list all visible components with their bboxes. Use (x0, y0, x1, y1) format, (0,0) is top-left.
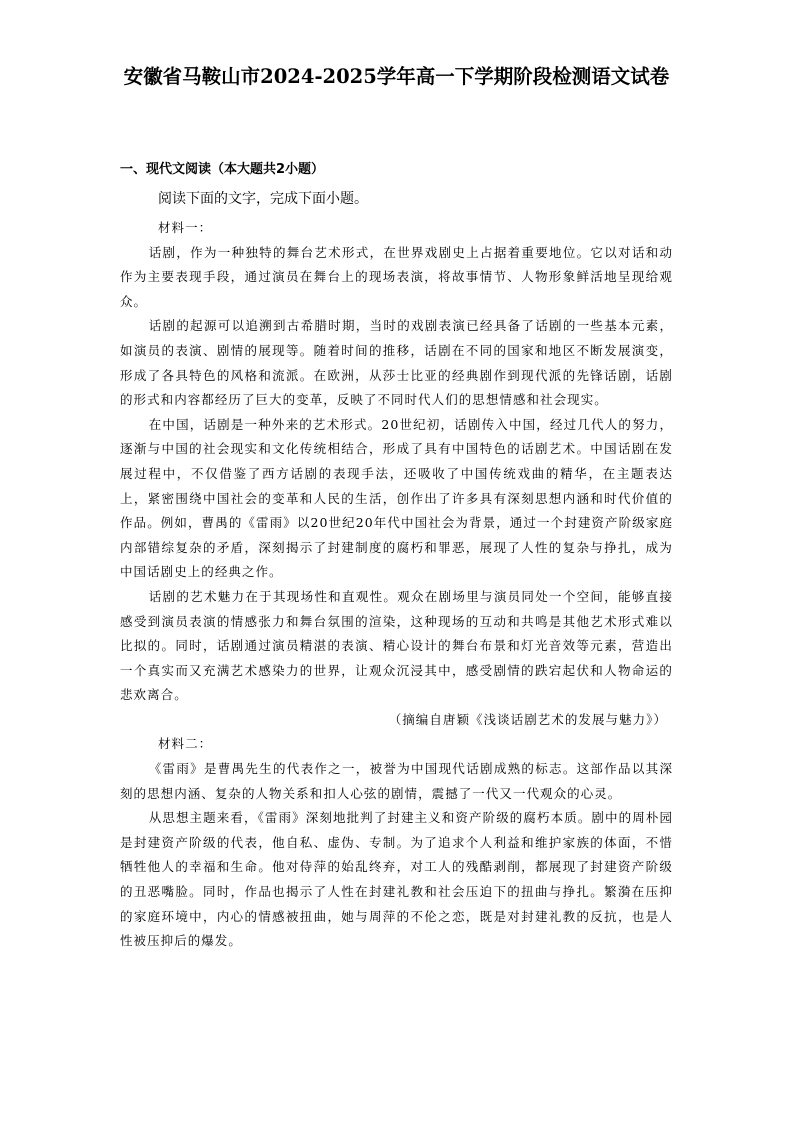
material-one-paragraph: 在中国，话剧是一种外来的艺术形式。20世纪初，话剧传入中国，经过几代人的努力，逐渐与中国的社会现实和文化传统相结合，形成了具有中国特色的话剧艺术。中国话剧在发展过程中，不仅借鉴了西方话剧的表现手法，还吸收了中国传统戏曲的精华，在主题表达上，紧密围绕中国社会的变革和人民的生活，创作出了许多具有深刻思想内涵和时代价值的作品。例如，曹禺的《雷雨》以20世纪20年代中国社会为背景，通过一个封建资产阶级家庭内部错综复杂的矛盾，深刻揭示了封建制度的腐朽和罪恶，展现了人性的复杂与挣扎，成为中国话剧史上的经典之作。 (120, 416, 673, 580)
page-title: 安徽省马鞍山市2024-2025学年高一下学期阶段检测语文试卷 (123, 65, 670, 88)
material-one-label: 材料一： (158, 220, 213, 235)
material-one-source: （摘编自唐颖《浅谈话剧艺术的发展与魅力》） (388, 711, 667, 727)
material-one-paragraph: 话剧的起源可以追溯到古希腊时期，当时的戏剧表演已经具备了话剧的一些基本元素，如演员的表演、剧情的展现等。随着时间的推移，话剧在不同的国家和地区不断发展演变，形成了各具特色的风格和流派。在欧洲，从莎士比亚的经典剧作到现代派的先锋话剧，话剧的形式和内容都经历了巨大的变革，反映了不同时代人们的思想情感和社会现实。 (120, 318, 673, 408)
section-heading: 一、现代文阅读（本大题共2小题） (120, 162, 325, 177)
material-two-paragraph: 从思想主题来看，《雷雨》深刻地批判了封建主义和资产阶级的腐朽本质。剧中的周朴园是封建资产阶级的代表，他自私、虚伪、专制。为了追求个人利益和维护家族的体面，不惜牺牲他人的幸福和生命。他对侍萍的始乱终弃，对工人的残酷剥削，都展现了封建资产阶级的丑恶嘴脸。同时，作品也揭示了人性在封建礼教和社会压迫下的扭曲与挣扎。繁漪在压抑的家庭环境中，内心的情感被扭曲，她与周萍的不伦之恋，既是对封建礼教的反抗，也是人性被压抑后的爆发。 (120, 810, 673, 949)
material-one-paragraph: 话剧，作为一种独特的舞台艺术形式，在世界戏剧史上占据着重要地位。它以对话和动作为主要表现手段，通过演员在舞台上的现场表演，将故事情节、人物形象鲜活地呈现给观众。 (120, 244, 673, 309)
material-two-label: 材料二： (158, 736, 213, 752)
reading-instruction: 阅读下面的文字，完成下面小题。 (158, 191, 368, 207)
reading-passage (120, 216, 673, 954)
material-two-paragraph: 《雷雨》是曹禺先生的代表作之一，被誉为中国现代话剧成熟的标志。这部作品以其深刻的思想内涵、复杂的人物关系和扣人心弦的剧情，震撼了一代又一代观众的心灵。 (120, 761, 673, 801)
material-one-paragraph: 话剧的艺术魅力在于其现场性和直观性。观众在剧场里与演员同处一个空间，能够直接感受到演员表演的情感张力和舞台氛围的渲染，这种现场的互动和共鸣是其他艺术形式难以比拟的。同时，话剧通过演员精湛的表演、精心设计的舞台布景和灯光音效等元素，营造出一个真实而又充满艺术感染力的世界，让观众沉浸其中，感受剧情的跌宕起伏和人物命运的悲欢离合。 (120, 588, 673, 703)
